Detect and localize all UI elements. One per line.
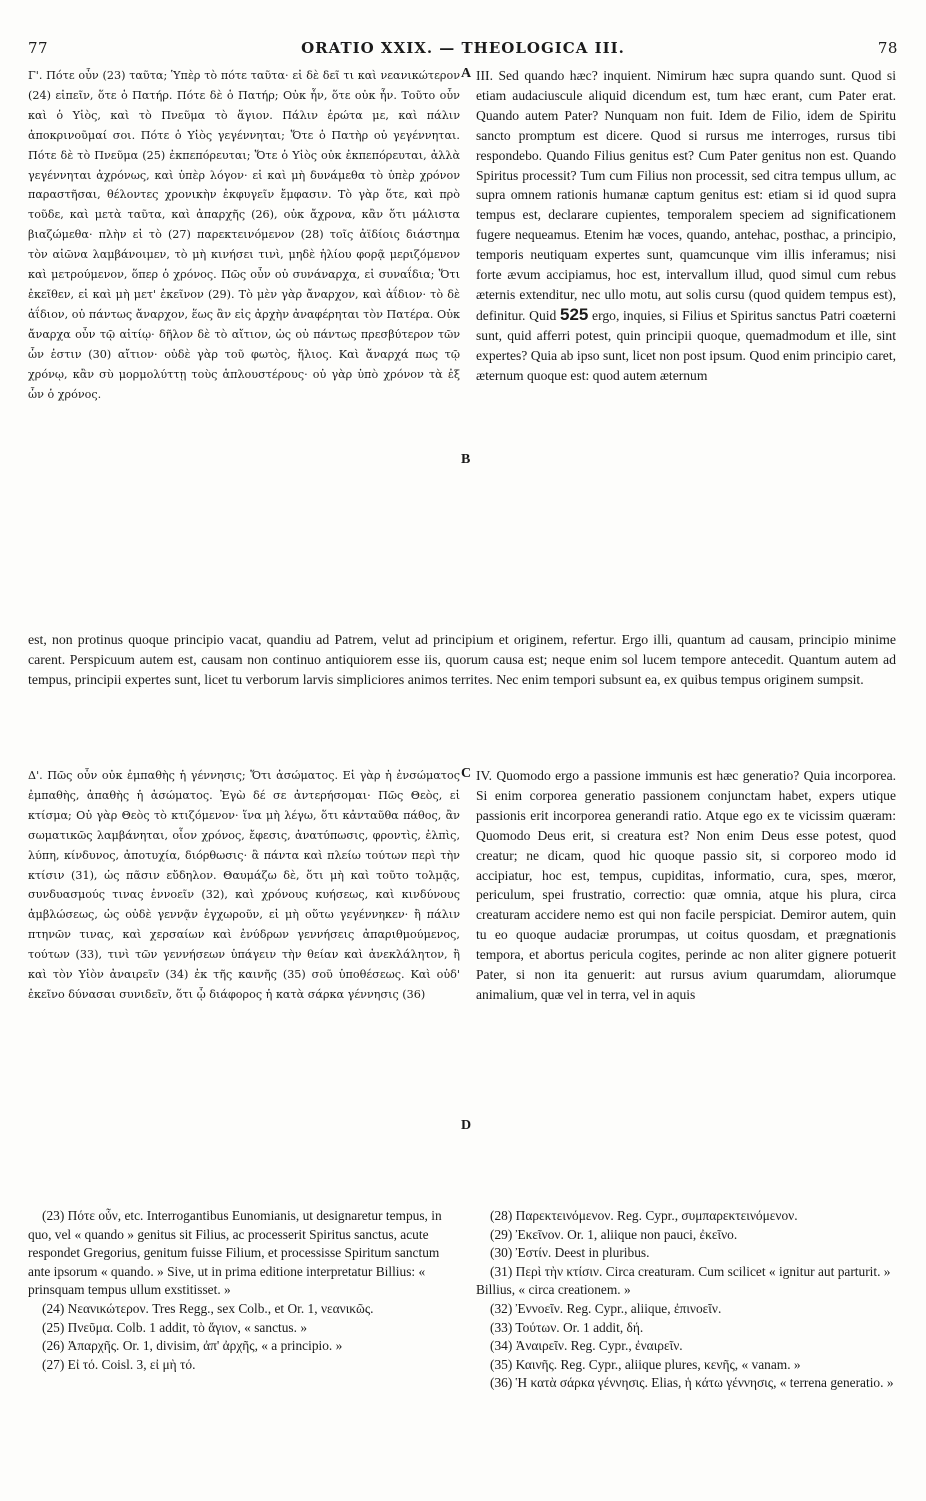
margin-marker-a: A <box>461 66 472 81</box>
footnotes-right <box>476 1207 896 1393</box>
latin-text-section-3-part-b: ergo, inquies, si Filius et Spiritus sanctus Patri coæterni sunt, quid afferri potest, quin principii quoque, quemadmodum et ille, sint expertes? Quia ab ipso sunt, licet non post ipsum. Quod enim principio caret, æternum quoque est: quod autem æternum <box>476 307 896 383</box>
latin-text-section-4: IV. Quomodo ergo a passione immunis est hæc generatio? Quia incorporea. Si enim corporea generatio passionem conjunctam habet, expers utique passionis erit incorporea generandi ratio. Atque ego ex te vicissim quæram: Quomodo Deus erit, si creatura est? Non enim Deus esse potest, quod creatur; ne dicam, quod hic quoque passio sit, si corporeo modo id accipiatur, hoc est, tempus, cupiditas, informatio, cura, spes, mœror, periculum, spei frustratio, correctio: quæ omnia, atque his plura, circa creaturam accidere nemo est qui non facile perspiciat. Demiror autem, quin tu eo quoque audaciæ prorumpas, ut coitus quosdam, et prægnationis tempora, et abortus pericula cogites, perinde ac non aliter gignere potuerit Pater, si non ita genuerit: aut rursus avium quarumdam, aliorumque animalium, quæ vel in terra, vel in aquis <box>476 768 896 1002</box>
footnote: (32) Ἐννοεῖν. Reg. Cypr., aliique, ἐπινοεῖν. <box>490 1300 722 1316</box>
margin-marker-b: B <box>461 452 471 467</box>
footnote: (24) Νεανικώτερον. Tres Regg., sex Colb., et Or. 1, νεανικῶς. <box>42 1300 374 1316</box>
greek-text-section-3: Γ'. Πότε οὖν (23) ταῦτα; Ὑπὲρ τὸ πότε ταῦτα· εἰ δὲ δεῖ τι καὶ νεανικώτερον (24) εἰπεῖν, ὅτε ὁ Πατήρ. Πότε δὲ ὁ Πατήρ; Οὐκ ἦν, ὅτε οὐκ ἦν. Τοῦτο οὖν καὶ ὁ Υἱὸς, καὶ τὸ Πνεῦμα τὸ ἅγιον. Πάλιν ἐρώτα με, καὶ πάλιν ἀποκρινοῦμαί σοι. Πότε ὁ Υἱὸς γεγέννηται; Ὅτε ὁ Πατὴρ οὐ γεγέννηται. Πότε δὲ τὸ Πνεῦμα (25) ἐκπεπόρευται; Ὅτε ὁ Υἱὸς οὐκ ἐκπεπόρευται, ἀλλὰ γεγέννηται ἀχρόνως, καὶ ὑπὲρ λόγον· εἰ καὶ μὴ δυνάμεθα τὸ ὑπὲρ χρόνον παραστῆσαι, θέλοντες χρονικὴν ἐκφυγεῖν ἔμφασιν. Τὸ γὰρ ὅτε, καὶ πρὸ τοῦδε, καὶ μετὰ ταῦτα, καὶ ἀπαρχῆς (26), οὐκ ἄχρονα, κἂν ὅτι μάλιστα βιαζώμεθα· πλὴν εἰ τὸ (27) παρεκτεινόμενον (28) τοῖς ἀϊδίοις διάστημα τὸν αἰῶνα λαμβάνοιμεν, τὸ μὴ κινήσει τινὶ, μηδὲ ἡλίου φορᾷ μεριζόμενον καὶ μετρούμενον, ὅπερ ὁ χρόνος. Πῶς οὖν οὐ συνάναρχα, εἰ συναΐδια; Ὅτι ἐκεῖθεν, εἰ καὶ μὴ μετ' ἐκεῖνον (29). Τὸ μὲν γὰρ ἄναρχον, καὶ ἀΐδιον· τὸ δὲ ἀΐδιον, οὐ πάντως ἄναρχον, ἕως ἂν εἰς ἀρχὴν ἀναφέρηται τὸν Πατέρα. Οὐκ ἄναρχα οὖν τῷ αἰτίῳ· δῆλον δὲ τὸ αἴτιον, ὡς οὐ πάντως πρεσβύτερον τῶν ὧν ἐστιν (30) αἴτιον· οὐδὲ γὰρ τοῦ φωτὸς, ἥλιος. Καὶ ἄναρχά πως τῷ χρόνῳ, κἂν σὺ μορμολύττῃ τοὺς ἁπλουστέρους· οὐ γὰρ ὑπὸ χρόνον τὰ ἐξ ὧν ὁ χρόνος. <box>28 69 460 401</box>
footnote: (25) Πνεῦμα. Colb. 1 addit, τὸ ἅγιον, « sanctus. » <box>42 1319 308 1335</box>
latin-text-section-3-part-a: III. Sed quando hæc? inquient. Nimirum hæc supra quando sunt. Quod si etiam audaciuscule aliquid dicendum est, tum hæc erant, cum Pater erat. Quando autem Pater? Nunquam non fuit. Idem de Filio, idem de Spiritu sancto promptum est dicere. Quod si rursus me interroges, rursus tibi respondebo. Quando Filius genitus est? Cum Pater genitus non est. Quando Spiritus processit? Tum cum Filius non processit, sed citra tempus ullum, ac supra omnem rationis humanæ captum genitus est: etiam si id quod supra tempus est, declarare cupientes, temporalem speciem ad significationem fugere nequeamus. Etenim hæ voces, quando, antehac, posthac, a principio, temporis neutiquam expertes sunt, quamcunque vim illis inferamus; nisi forte ævum accipiamus, hoc est, intervallum illud, quod simul cum rebus æternis extenditur, nec ullo motu, aut solis cursu (quod quidem tempus est), definitur. Quid <box>476 68 896 323</box>
footnote: (36) Ἡ κατὰ σάρκα γέννησις. Elias, ἡ κάτω γέννησις, « terrena generatio. » <box>490 1375 894 1391</box>
margin-marker-d: D <box>461 1118 472 1133</box>
footnote: (33) Τούτων. Or. 1 addit, δή. <box>490 1319 644 1335</box>
greek-column-section-3 <box>28 66 460 404</box>
running-title: ORATIO XXIX. — THEOLOGICA III. <box>301 39 625 57</box>
margin-marker-c: C <box>461 766 472 781</box>
greek-text-section-4: Δ'. Πῶς οὖν οὐκ ἐμπαθὴς ἡ γέννησις; Ὅτι ἀσώματος. Εἰ γὰρ ἡ ἐνσώματος ἐμπαθὴς, ἀπαθὴς ἡ ἀσώματος. Ἐγὼ δέ σε ἀντερήσομαι· Πῶς Θεὸς, εἰ κτίσμα; Οὐ γὰρ Θεὸς τὸ κτιζόμενον· ἵνα μὴ λέγω, ὅτι κἀνταῦθα πάθος, ἂν σωματικῶς λαμβάνηται, οἷον χρόνος, ἔφεσις, ἀνατύπωσις, φροντὶς, ἐλπὶς, λύπη, κίνδυνος, ἀποτυχία, διόρθωσις· ἃ πάντα καὶ πλείω τούτων περὶ τὴν κτίσιν (31), ὡς πᾶσιν εὔδηλον. Θαυμάζω δὲ, ὅτι μὴ καὶ τοῦτο τολμᾷς, συνδυασμούς τινας ἐννοεῖν (32), καὶ χρόνους κυήσεως, καὶ κινδύνους ἀμβλώσεως, ὡς οὐδὲ γεννᾷν ἐγχωροῦν, εἰ μὴ οὕτω γεγέννηκεν· ἢ πάλιν πτηνῶν τινας, καὶ χερσαίων καὶ ἐνύδρων γεννήσεις ἀπαριθμούμενος, τούτων (33), τινὶ τῶν γεννήσεων ὑπάγειν τὴν θείαν καὶ ἀνεκλάλητον, ἢ καὶ τὸν Υἱὸν ἀναιρεῖν (34) ἐκ τῆς καινῆς (35) σοῦ ὑποθέσεως. Καὶ οὐδ' ἐκεῖνο δύνασαι συνιδεῖν, ὅτι ᾧ διάφορος ἡ κατὰ σάρκα γέννησις (36) <box>28 769 460 1001</box>
right-page-number: 78 <box>877 39 898 57</box>
footnote: (30) Ἐστίν. Deest in pluribus. <box>490 1245 650 1261</box>
footnote: (31) Περὶ τὴν κτίσιν. Circa creaturam. Cum scilicet « ignitur aut parturit. » Billius, « circa creationem. » <box>476 1263 891 1298</box>
footnote: (35) Καινῆς. Reg. Cypr., aliique plures, κενῆς, « vanam. » <box>490 1356 801 1372</box>
latin-column-section-3 <box>476 66 896 386</box>
migne-column-number: 525 <box>559 304 589 324</box>
footnote: (34) Ἀναιρεῖν. Reg. Cypr., ἐναιρεῖν. <box>490 1338 683 1354</box>
footnote: (27) Εἰ τό. Coisl. 3, εἰ μὴ τό. <box>42 1356 196 1372</box>
footnote: (29) Ἐκεῖνον. Or. 1, aliique non pauci, ἐκεῖνο. <box>490 1226 738 1242</box>
greek-column-section-4 <box>28 766 460 1005</box>
latin-text-section-3 <box>476 66 896 386</box>
latin-fullwidth-continuation <box>28 630 896 689</box>
left-page-number: 77 <box>28 39 49 57</box>
latin-continuation-text: est, non protinus quoque principio vacat, quandiu ad Patrem, velut ad principium et originem, refertur. Ergo illi, quantum ad causam, principio minime carent. Perspicuum autem est, causam non continuo antiquiorem esse iis, quorum causa est; neque enim sol lucem tempore antecedit. Quantum autem ad tempus, principii expertes sunt, licet tu verborum larvis simpliciores animos territes. Nec enim tempori subsunt ea, ex quibus tempus originem sumpsit. <box>28 632 896 687</box>
footnotes-left <box>28 1207 460 1374</box>
footnote: (23) Πότε οὖν, etc. Interrogantibus Eunomianis, ut designaretur tempus, in quo, vel « quando » genitus sit Filius, ac processerit Spiritus sanctus, acute respondet Gregorius, genitum fuisse Filium, et processisse Spiritum sanctum ante ipsorum « quando. » Sive, ut in prima editione interpretatur Billius: « prinsquam tempus ullum exstitisset. » <box>28 1208 442 1298</box>
footnote: (28) Παρεκτεινόμενον. Reg. Cypr., συμπαρεκτεινόμενον. <box>490 1208 798 1223</box>
footnote: (26) Ἀπαρχῆς. Or. 1, divisim, ἀπ' ἀρχῆς, « a principio. » <box>42 1338 343 1354</box>
running-header <box>28 36 898 60</box>
latin-column-section-4 <box>476 766 896 1005</box>
